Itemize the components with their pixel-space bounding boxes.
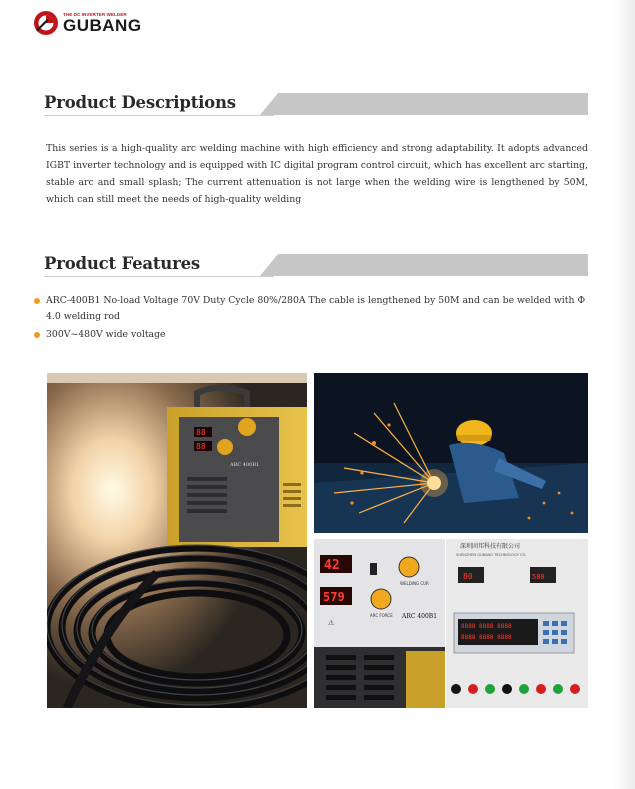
bullet-icon	[34, 332, 40, 338]
svg-text:WELDING CUR: WELDING CUR	[400, 581, 429, 586]
gubang-logo-icon	[33, 10, 59, 36]
descriptions-paragraph: This series is a high-quality arc welding machine with high efficiency and strong adaptability. It adopts advanced IGBT inverter technology and is equipped with IC digital program control circuit, which has excellent arc starting, stable arc and small splash; The current attenuation is not large when the welding wire is lengthened by 50M, which can still meet the needs of high-quality welding	[46, 143, 588, 205]
svg-text:8888 8888 8888: 8888 8888 8888	[461, 623, 512, 630]
svg-text:88: 88	[196, 428, 206, 437]
descriptions-heading-block	[44, 93, 588, 117]
svg-text:⚠: ⚠	[328, 619, 335, 627]
brand-name: GUBANG	[63, 16, 142, 35]
heading-underline	[44, 276, 274, 277]
svg-text:深圳固邦科技有限公司: 深圳固邦科技有限公司	[460, 543, 521, 550]
features-heading-block	[44, 254, 588, 278]
feature-item	[34, 293, 590, 325]
photo-factory-control-panel	[446, 539, 588, 708]
svg-text:580: 580	[532, 573, 545, 581]
svg-text:8888 8888 8888: 8888 8888 8888	[461, 634, 512, 641]
svg-text:579: 579	[323, 590, 345, 604]
brand-logo[interactable]	[33, 8, 143, 38]
heading-decor-bar	[260, 93, 588, 115]
svg-text:SHENZHEN GUBANG TECHNOLOGY CO.: SHENZHEN GUBANG TECHNOLOGY CO.	[456, 553, 527, 557]
svg-text:ARC 400B1: ARC 400B1	[230, 462, 260, 468]
svg-text:42: 42	[324, 558, 340, 573]
photo-welder-with-cable	[47, 373, 307, 708]
heading-underline	[44, 115, 274, 116]
page-edge-shadow	[613, 0, 635, 789]
brand-tagline: THE DC INVERTER WELDER	[63, 12, 127, 17]
feature-text: ARC-400B1 No-load Voltage 70V Duty Cycle 80%/280A The cable is lengthened by 50M and can be welded with Φ 4.0 welding rod	[46, 295, 586, 322]
heading-decor-bar	[260, 254, 588, 276]
features-heading: Product Features	[44, 254, 200, 273]
bullet-icon	[34, 298, 40, 304]
feature-text: 300V~480V wide voltage	[46, 329, 166, 340]
svg-text:80: 80	[463, 572, 473, 581]
feature-item	[34, 327, 590, 343]
features-list	[34, 293, 590, 345]
photo-panel-closeup	[314, 539, 445, 708]
photo-welder-sparks	[314, 373, 588, 533]
svg-text:ARC 400B1: ARC 400B1	[402, 613, 438, 620]
svg-text:ARC FORCE: ARC FORCE	[370, 613, 393, 618]
descriptions-heading: Product Descriptions	[44, 93, 236, 112]
svg-text:88: 88	[196, 442, 206, 451]
